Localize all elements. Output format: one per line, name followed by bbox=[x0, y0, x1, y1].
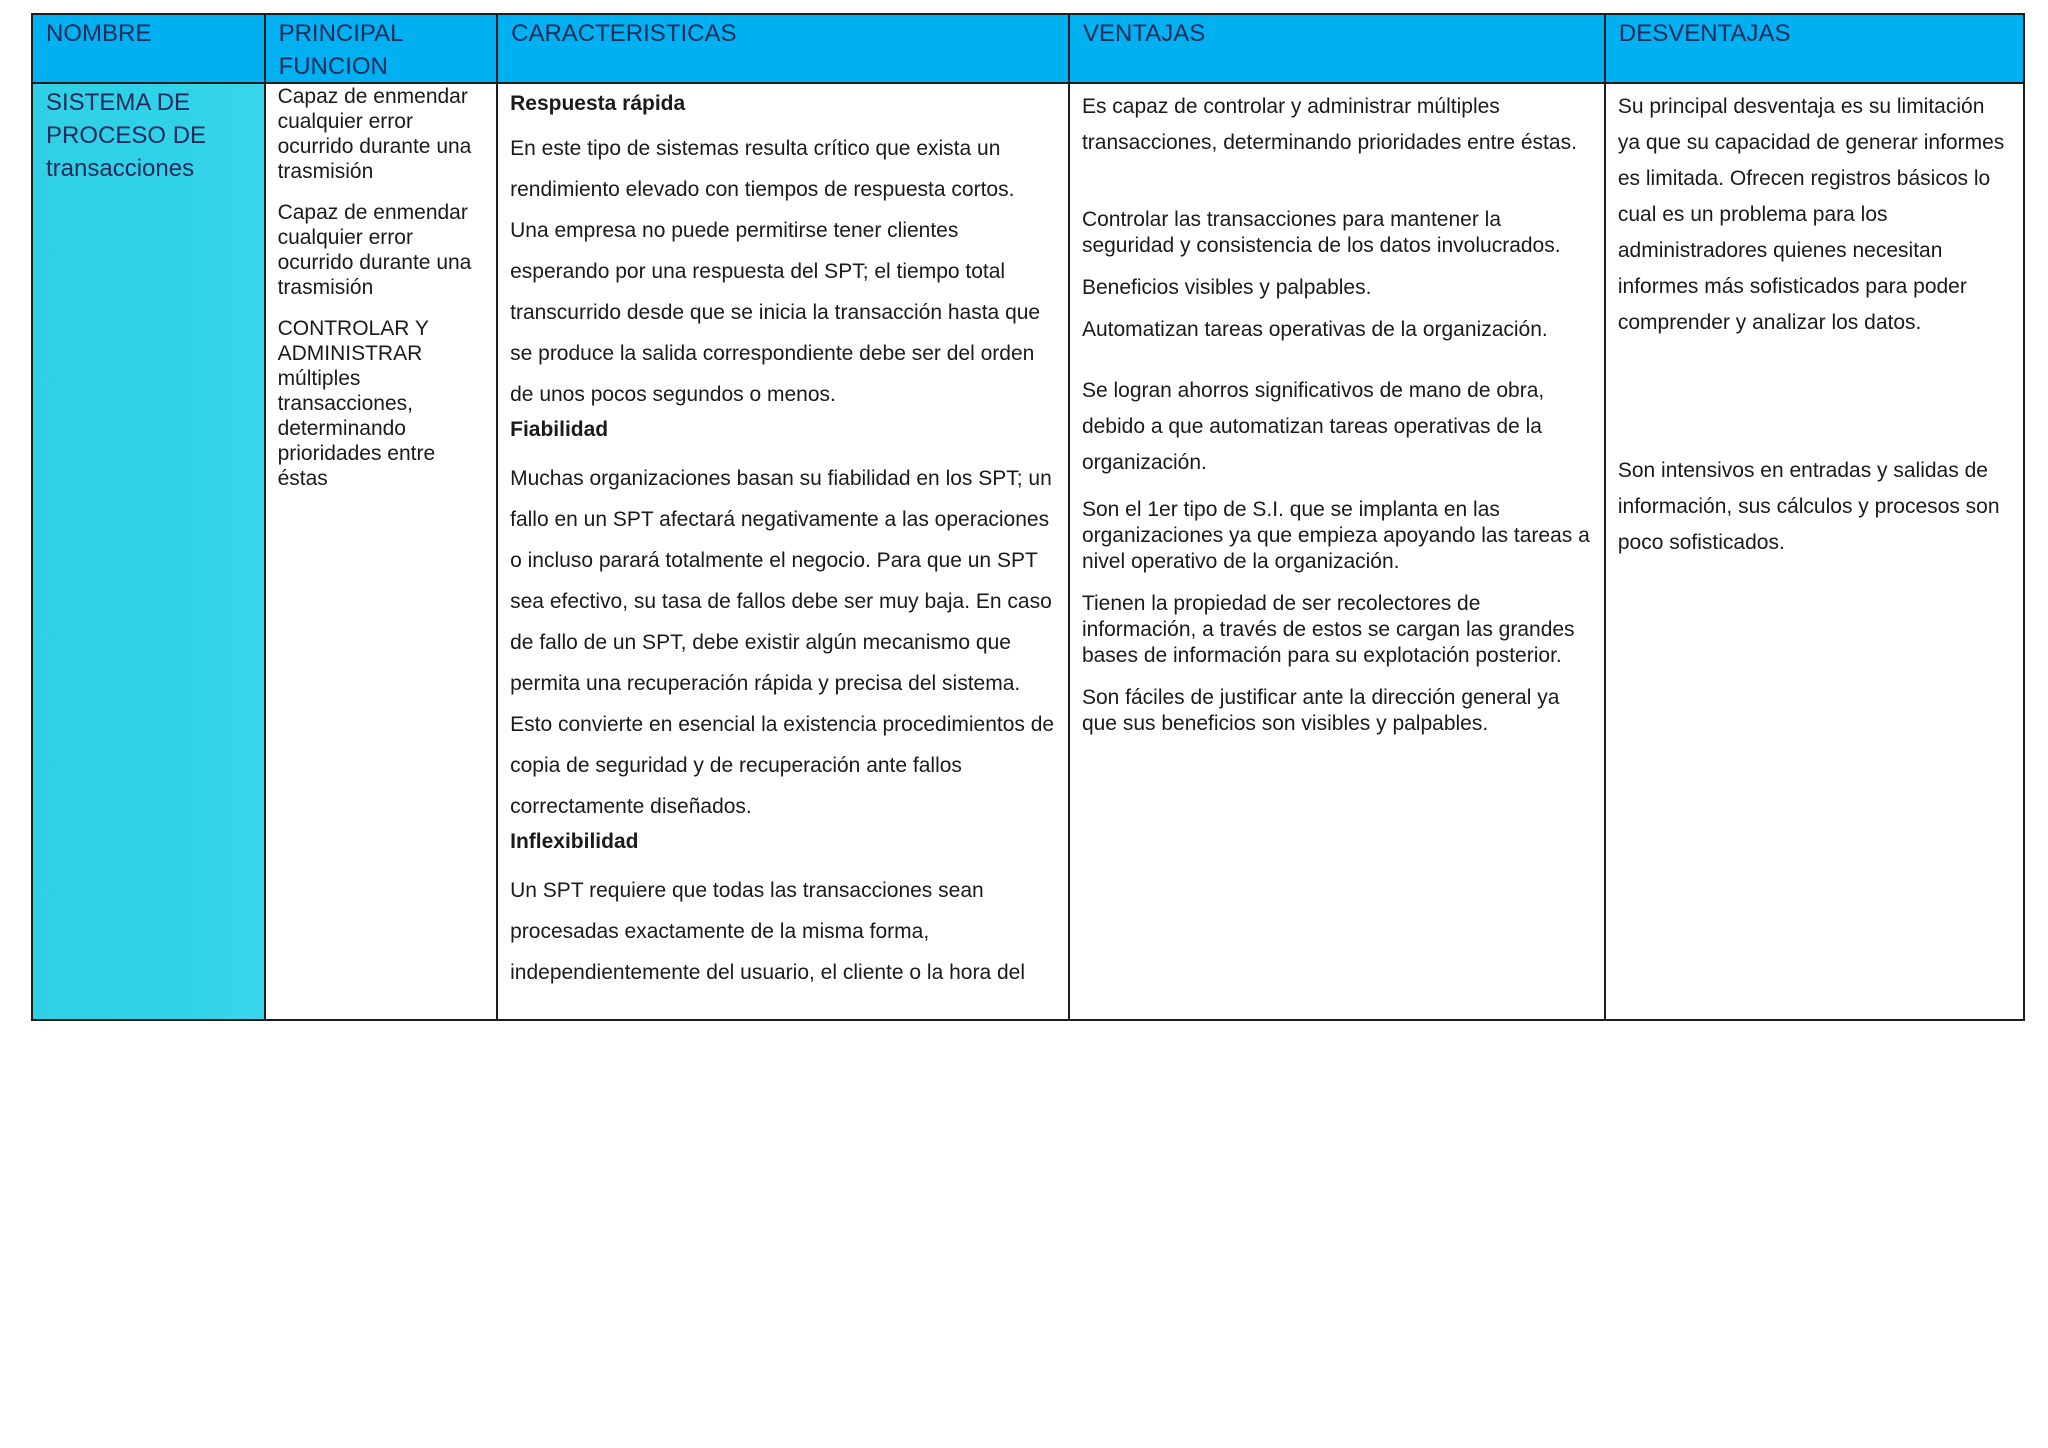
ventaja-item: Controlar las transacciones para mantener la seguridad y consistencia de los datos involucrados. bbox=[1081, 208, 1561, 257]
header-principal-funcion: PRINCIPAL FUNCION bbox=[266, 15, 499, 82]
comparison-table bbox=[31, 13, 2025, 1021]
funcion-item: Capaz de enmendar cualquier error ocurrido durante una trasmisión bbox=[277, 85, 472, 183]
cell-principal-funcion bbox=[266, 84, 499, 1019]
caracteristica-text-inflexibilidad: Un SPT requiere que todas las transacciones sean procesadas exactamente de la misma forma, independientemente del usuario, el cliente o la hora del bbox=[510, 879, 1025, 984]
funcion-item: CONTROLAR Y ADMINISTRAR múltiples transacciones, determinando prioridades entre éstas bbox=[277, 317, 436, 490]
cell-nombre: SISTEMA DE PROCESO DE transacciones bbox=[33, 84, 266, 1019]
ventaja-item: Son fáciles de justificar ante la dirección general ya que sus beneficios son visibles y palpables. bbox=[1081, 686, 1560, 735]
header-caracteristicas: CARACTERISTICAS bbox=[498, 15, 1070, 82]
cell-desventajas bbox=[1606, 84, 2023, 1019]
caracteristica-title-inflexibilidad: Inflexibilidad bbox=[510, 830, 639, 853]
cell-ventajas bbox=[1070, 84, 1606, 1019]
header-ventajas: VENTAJAS bbox=[1070, 15, 1606, 82]
desventaja-item: Su principal desventaja es su limitación ya que su capacidad de generar informes es limitada. Ofrecen registros básicos lo cual es un problema para los administradores quienes necesitan informes más sofisticados para poder comprender y analizar los datos. bbox=[1617, 95, 2005, 334]
table-header-row bbox=[33, 15, 2023, 84]
ventaja-item: Se logran ahorros significativos de mano de obra, debido a que automatizan tareas operativas de la organización. bbox=[1081, 379, 1545, 474]
table-row bbox=[33, 84, 2023, 1019]
ventaja-item: Son el 1er tipo de S.I. que se implanta en las organizaciones ya que empieza apoyando las tareas a nivel operativo de la organización. bbox=[1081, 498, 1590, 573]
funcion-item: Capaz de enmendar cualquier error ocurrido durante una trasmisión bbox=[277, 201, 472, 299]
ventaja-item: Automatizan tareas operativas de la organización. bbox=[1081, 318, 1548, 341]
caracteristica-title-respuesta: Respuesta rápida bbox=[510, 92, 686, 115]
caracteristica-title-fiabilidad: Fiabilidad bbox=[510, 418, 609, 441]
ventaja-item: Tienen la propiedad de ser recolectores de información, a través de estos se cargan las grandes bases de información para su explotación posterior. bbox=[1081, 592, 1575, 667]
desventaja-item: Son intensivos en entradas y salidas de información, sus cálculos y procesos son poco sofisticados. bbox=[1617, 459, 2000, 554]
cell-caracteristicas bbox=[498, 84, 1070, 1019]
caracteristica-text-fiabilidad: Muchas organizaciones basan su fiabilidad en los SPT; un fallo en un SPT afectará negativamente a las operaciones o incluso parará totalmente el negocio. Para que un SPT sea efectivo, su tasa de fallos debe ser muy baja. En caso de fallo de un SPT, debe existir algún mecanismo que permita una recuperación rápida y precisa del sistema. Esto convierte en esencial la existencia procedimientos de copia de seguridad y de recuperación ante fallos correctamente diseñados. bbox=[510, 467, 1055, 818]
ventaja-item: Es capaz de controlar y administrar múltiples transacciones, determinando prioridades entre éstas. bbox=[1081, 95, 1577, 154]
caracteristica-text-respuesta: En este tipo de sistemas resulta crítico que exista un rendimiento elevado con tiempos de respuesta cortos. Una empresa no puede permitirse tener clientes esperando por una respuesta del SPT; el tiempo total transcurrido desde que se inicia la transacción hasta que se produce la salida correspondiente debe ser del orden de unos pocos segundos o menos. bbox=[510, 137, 1041, 406]
header-nombre: NOMBRE bbox=[33, 15, 266, 82]
ventaja-item: Beneficios visibles y palpables. bbox=[1081, 276, 1372, 299]
header-desventajas: DESVENTAJAS bbox=[1618, 20, 1791, 47]
